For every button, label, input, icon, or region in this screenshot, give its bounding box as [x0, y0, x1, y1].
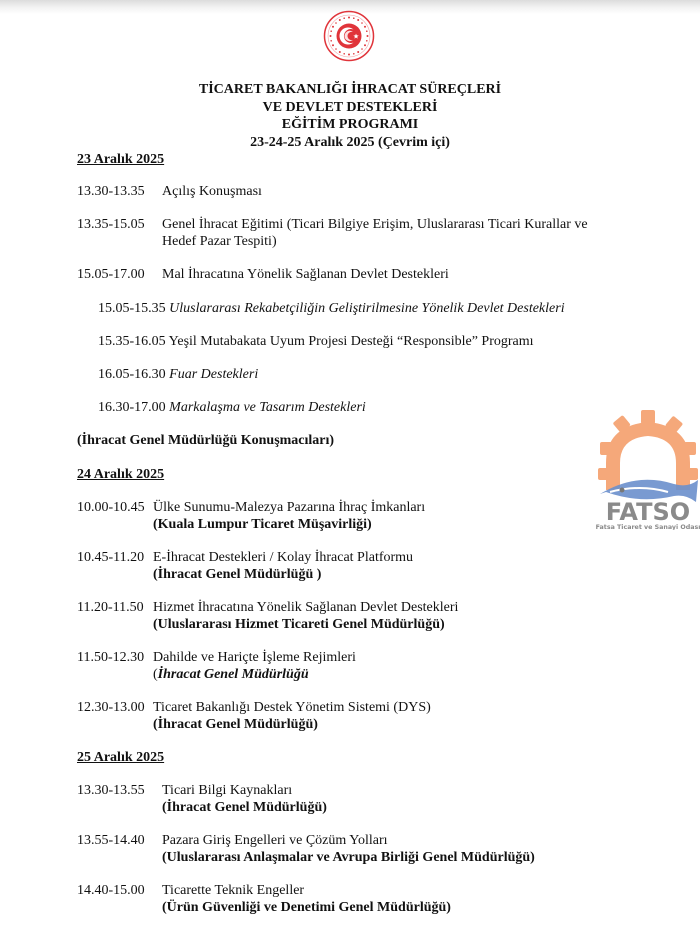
- day2-date-heading: 24 Aralık 2025: [77, 467, 165, 482]
- day3-session-2-speaker: (Uluslararası Anlaşmalar ve Avrupa Birliği Genel Müdürlüğü): [162, 850, 535, 865]
- day1-speakers: (İhracat Genel Müdürlüğü Konuşmacıları): [77, 433, 335, 448]
- day1-subsession-2: [98, 333, 534, 350]
- day2-session-2-title: E-İhracat Destekleri / Kolay İhracat Platformu: [153, 550, 414, 565]
- title-line-4-dates: 23-24-25 Aralık 2025 (Çevrim içi): [250, 134, 450, 150]
- subsession-time: 16.05-16.30: [98, 367, 166, 382]
- day3-date-heading: 25 Aralık 2025: [77, 750, 165, 765]
- subsession-title: Fuar Destekleri: [169, 367, 259, 382]
- day2-session-5-title: Ticaret Bakanlığı Destek Yönetim Sistemi (DYS): [153, 700, 431, 715]
- day2-session-3-time: 11.20-11.50: [77, 600, 144, 615]
- day1-session-2-title-line1: Genel İhracat Eğitimi (Ticari Bilgiye Erişim, Uluslararası Ticari Kurallar ve: [162, 217, 588, 232]
- day2-session-3-title: Hizmet İhracatına Yönelik Sağlanan Devlet Destekleri: [153, 600, 459, 615]
- speaker-paren: (: [153, 667, 158, 682]
- fatso-gear-fish-icon: [596, 408, 700, 530]
- day3-session-2-time: 13.55-14.40: [77, 833, 145, 848]
- day1-session-2-title-line2: Hedef Pazar Tespiti): [162, 234, 277, 249]
- subsession-title: Markalaşma ve Tasarım Destekleri: [169, 400, 366, 415]
- day2-session-2-speaker: (İhracat Genel Müdürlüğü ): [153, 567, 322, 582]
- day1-subsession-4: [98, 399, 366, 416]
- day1-date-heading: 23 Aralık 2025: [77, 152, 165, 167]
- day1-session-3-title: Mal İhracatına Yönelik Sağlanan Devlet Destekleri: [162, 267, 449, 282]
- title-line-2: VE DEVLET DESTEKLERİ: [262, 99, 438, 115]
- day2-session-4-time: 11.50-12.30: [77, 650, 145, 665]
- svg-text:FATSO: FATSO: [605, 498, 691, 526]
- day1-session-2-time: 13.35-15.05: [77, 217, 145, 232]
- day2-session-1-title: Ülke Sunumu-Malezya Pazarına İhraç İmkanları: [153, 500, 426, 515]
- speaker-name: İhracat Genel Müdürlüğü: [157, 667, 309, 682]
- day2-session-1-speaker: (Kuala Lumpur Ticaret Müşavirliği): [153, 517, 372, 532]
- subsession-title: Yeşil Mutabakata Uyum Projesi Desteği “Responsible” Programı: [168, 334, 534, 349]
- document-title: [0, 81, 700, 151]
- ministry-emblem-icon: [323, 10, 375, 62]
- day2-session-4-speaker: [153, 666, 309, 683]
- day1-subsession-3: [98, 366, 258, 383]
- day3-session-3-speaker: (Ürün Güvenliği ve Denetimi Genel Müdürlüğü): [162, 900, 451, 915]
- day2-session-3-speaker: (Uluslararası Hizmet Ticareti Genel Müdürlüğü): [153, 617, 445, 632]
- subsession-title: Uluslararası Rekabetçiliğin Geliştirilmesine Yönelik Devlet Destekleri: [169, 301, 565, 316]
- day1-session-1-time: 13.30-13.35: [77, 184, 145, 199]
- day3-session-3-title: Ticarette Teknik Engeller: [162, 883, 305, 898]
- subsession-time: 16.30-17.00: [98, 400, 166, 415]
- title-line-3: EĞİTİM PROGRAMI: [281, 117, 419, 132]
- title-line-1: TİCARET BAKANLIĞI İHRACAT SÜREÇLERİ: [198, 82, 502, 97]
- day3-session-1-time: 13.30-13.55: [77, 783, 145, 798]
- svg-text:Fatsa Ticaret ve Sanayi Odası: Fatsa Ticaret ve Sanayi Odası: [596, 524, 700, 530]
- subsession-time: 15.05-15.35: [98, 301, 166, 316]
- day3-session-1-speaker: (İhracat Genel Müdürlüğü): [162, 800, 327, 815]
- day1-session-3-time: 15.05-17.00: [77, 267, 145, 282]
- fatso-watermark: [596, 408, 700, 530]
- day2-session-1-time: 10.00-10.45: [77, 500, 145, 515]
- day2-session-4-title: Dahilde ve Hariçte İşleme Rejimleri: [153, 650, 356, 665]
- day3-session-3-time: 14.40-15.00: [77, 883, 145, 898]
- day2-session-2-time: 10.45-11.20: [77, 550, 145, 565]
- day3-session-1-title: Ticari Bilgi Kaynakları: [162, 783, 293, 798]
- day2-session-5-time: 12.30-13.00: [77, 700, 145, 715]
- day3-session-2-title: Pazara Giriş Engelleri ve Çözüm Yolları: [162, 833, 388, 848]
- day1-subsession-1: [98, 300, 565, 317]
- subsession-time: 15.35-16.05: [98, 334, 166, 349]
- day2-session-5-speaker: (İhracat Genel Müdürlüğü): [153, 717, 318, 732]
- day1-session-1-title: Açılış Konuşması: [162, 184, 262, 199]
